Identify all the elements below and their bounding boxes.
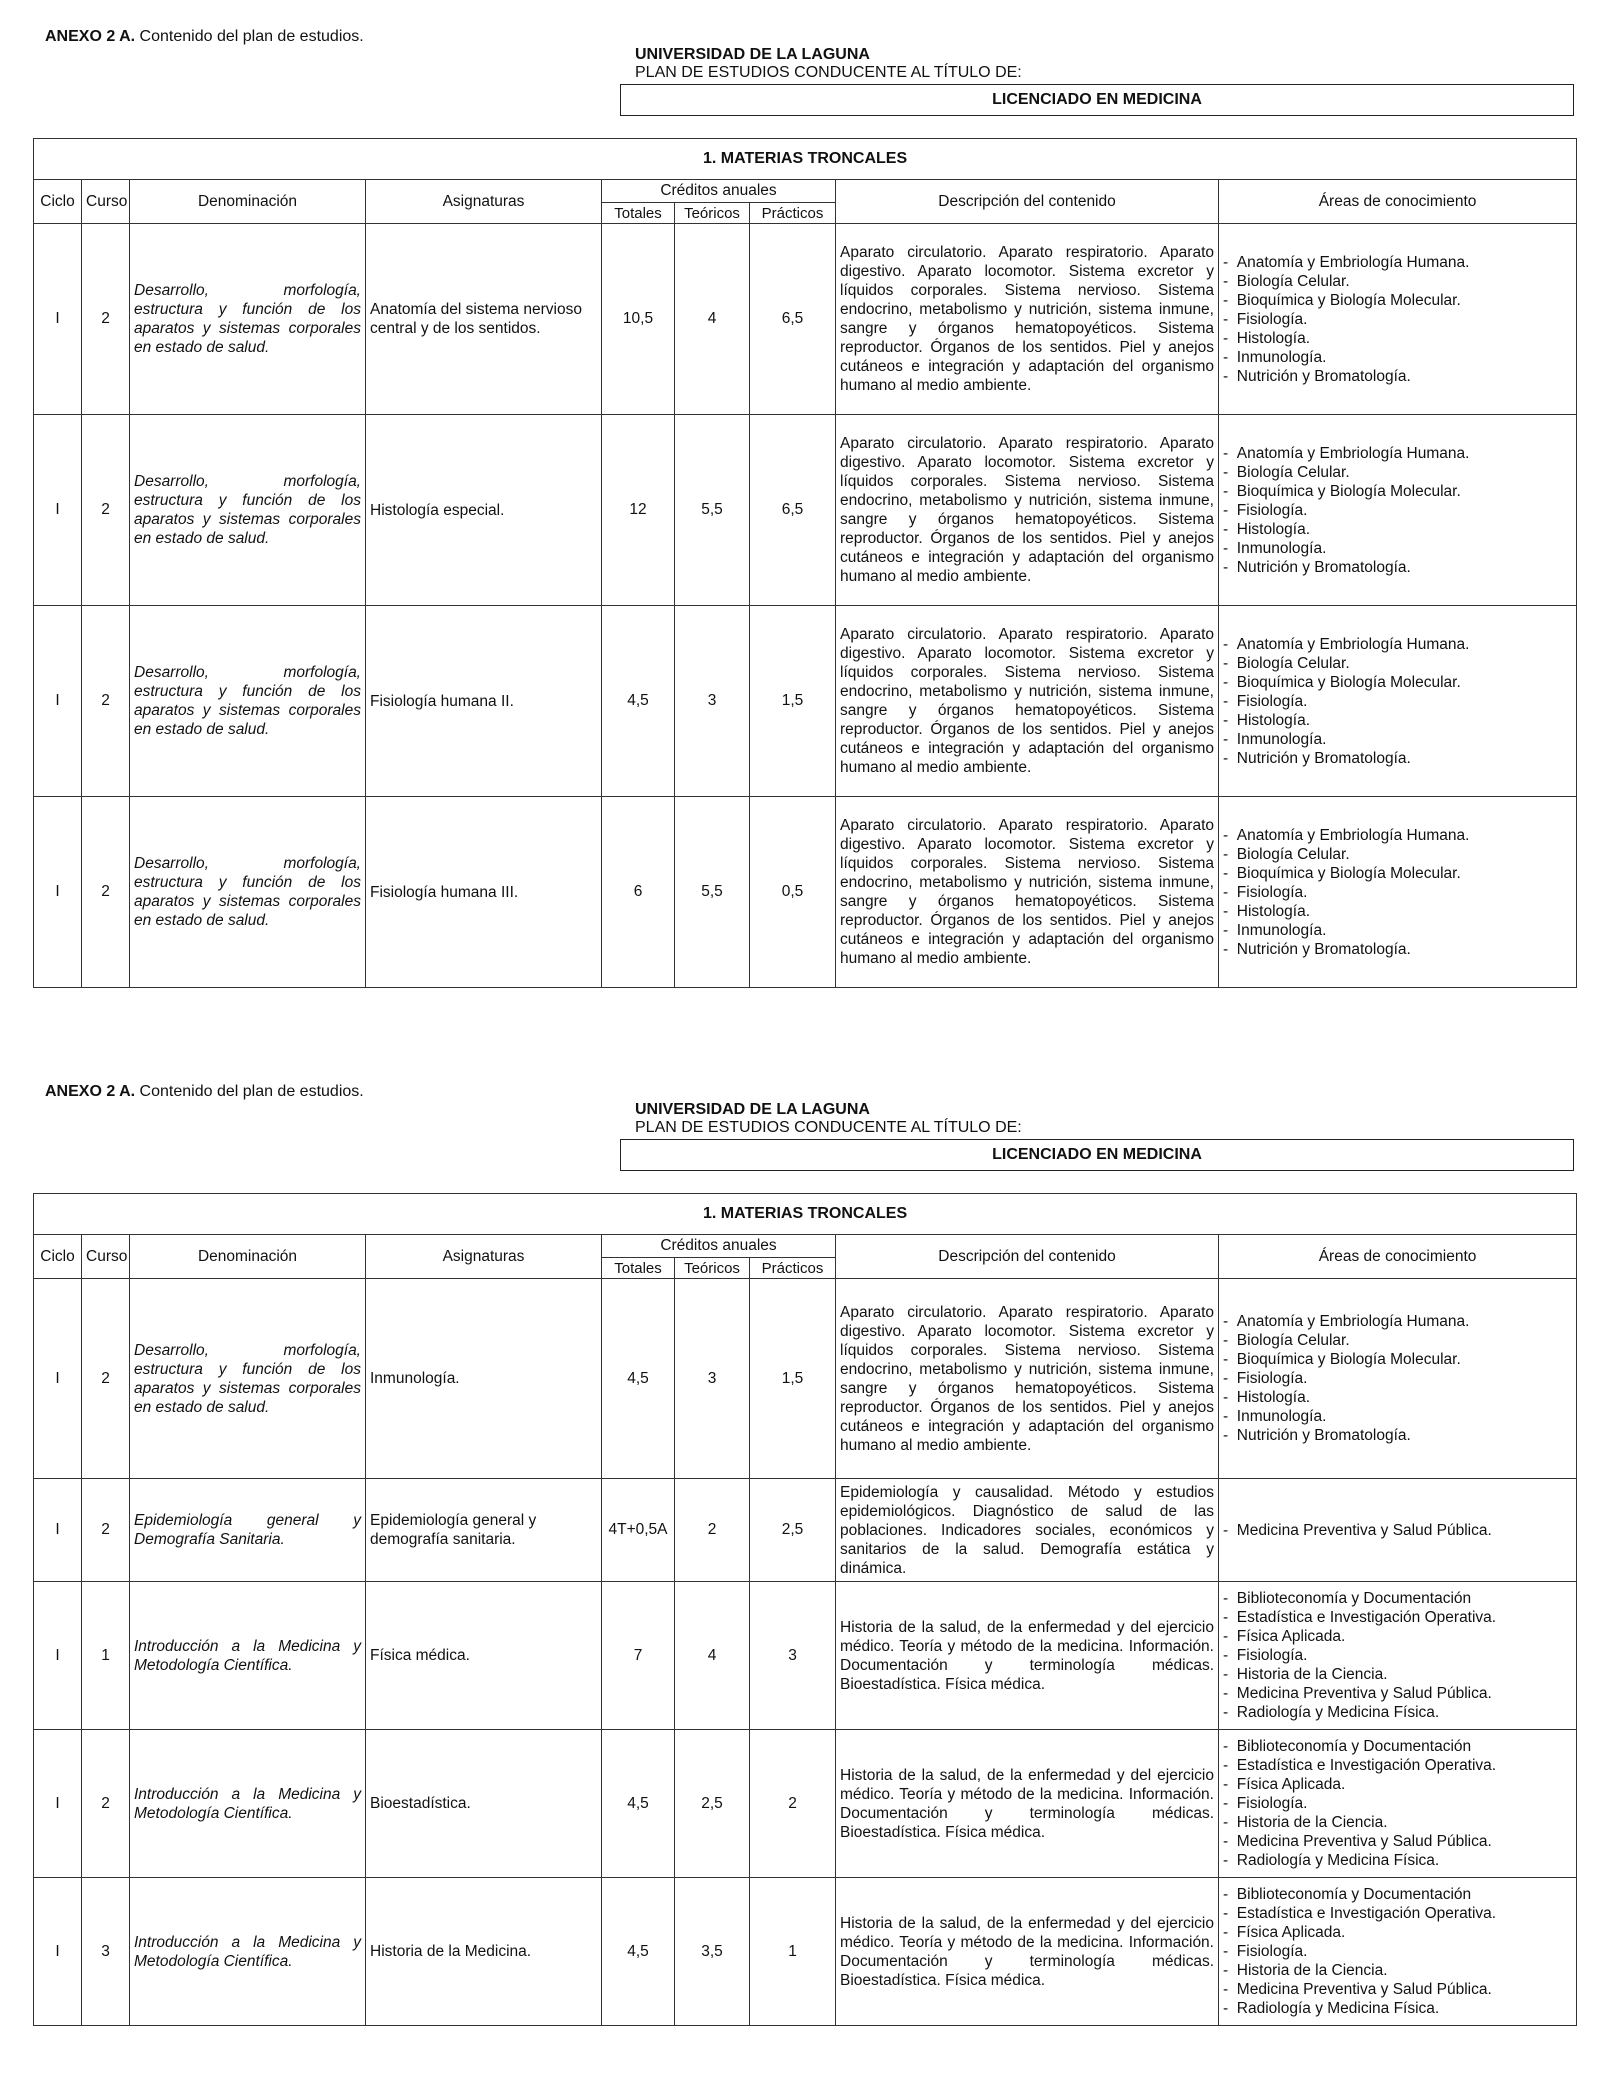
area-item: - Historia de la Ciencia. bbox=[1223, 1665, 1572, 1684]
cell-areas bbox=[1219, 1730, 1577, 1878]
cell-teoricos: 3 bbox=[675, 606, 750, 797]
area-item: - Fisiología. bbox=[1223, 883, 1572, 902]
cell-practicos: 1,5 bbox=[750, 606, 836, 797]
cell-areas bbox=[1219, 797, 1577, 988]
cell-teoricos: 2 bbox=[675, 1479, 750, 1582]
area-item: - Bioquímica y Biología Molecular. bbox=[1223, 291, 1572, 310]
header-areas: Áreas de conocimiento bbox=[1219, 180, 1577, 224]
cell-descripcion: Historia de la salud, de la enfermedad y del ejercicio médico. Teoría y método de la medicina. Información. Documentación y terminología médicas. Bioestadística. Física médica. bbox=[836, 1582, 1219, 1730]
area-item: - Medicina Preventiva y Salud Pública. bbox=[1223, 1521, 1572, 1540]
cell-descripcion: Aparato circulatorio. Aparato respiratorio. Aparato digestivo. Aparato locomotor. Sistema excretor y líquidos corporales. Sistema nervioso. Sistema endocrino, metabolismo y nutrición, sistema inmune, sangre y órganos hematopoyéticos. Sistema reproductor. Órganos de los sentidos. Piel y anejos cutáneos e integración y adaptación del organismo humano al medio ambiente. bbox=[836, 797, 1219, 988]
subjects-table bbox=[33, 1193, 1577, 2026]
cell-denominacion: Desarrollo, morfología, estructura y función de los aparatos y sistemas corporales en estado de salud. bbox=[130, 606, 366, 797]
area-item: - Biblioteconomía y Documentación bbox=[1223, 1737, 1572, 1756]
cell-areas bbox=[1219, 606, 1577, 797]
cell-teoricos: 5,5 bbox=[675, 797, 750, 988]
area-item: - Bioquímica y Biología Molecular. bbox=[1223, 673, 1572, 692]
area-item: - Biología Celular. bbox=[1223, 1331, 1572, 1350]
subjects-table bbox=[33, 138, 1577, 988]
cell-asignatura: Histología especial. bbox=[366, 415, 602, 606]
cell-asignatura: Inmunología. bbox=[366, 1279, 602, 1479]
cell-asignatura: Historia de la Medicina. bbox=[366, 1878, 602, 2026]
area-item: - Biología Celular. bbox=[1223, 463, 1572, 482]
area-item: - Histología. bbox=[1223, 902, 1572, 921]
area-item: - Estadística e Investigación Operativa. bbox=[1223, 1608, 1572, 1627]
area-item: - Fisiología. bbox=[1223, 1369, 1572, 1388]
table-row bbox=[34, 1878, 1577, 2026]
area-item: - Bioquímica y Biología Molecular. bbox=[1223, 482, 1572, 501]
cell-denominacion: Introducción a la Medicina y Metodología Científica. bbox=[130, 1582, 366, 1730]
cell-curso: 2 bbox=[82, 797, 130, 988]
table-row bbox=[34, 1582, 1577, 1730]
cell-asignatura: Física médica. bbox=[366, 1582, 602, 1730]
header-denominacion: Denominación bbox=[130, 180, 366, 224]
cell-teoricos: 4 bbox=[675, 224, 750, 415]
area-item: - Medicina Preventiva y Salud Pública. bbox=[1223, 1684, 1572, 1703]
university-name: UNIVERSIDAD DE LA LAGUNA bbox=[635, 1101, 870, 1118]
cell-asignatura: Fisiología humana II. bbox=[366, 606, 602, 797]
section-title: 1. MATERIAS TRONCALES bbox=[34, 1194, 1577, 1235]
header-totales: Totales bbox=[602, 1258, 675, 1279]
area-item: - Histología. bbox=[1223, 711, 1572, 730]
area-item: - Bioquímica y Biología Molecular. bbox=[1223, 1350, 1572, 1369]
cell-curso: 2 bbox=[82, 224, 130, 415]
header-practicos: Prácticos bbox=[750, 1258, 836, 1279]
table-row bbox=[34, 1279, 1577, 1479]
area-item: - Inmunología. bbox=[1223, 1407, 1572, 1426]
header-creditos: Créditos anuales bbox=[602, 1235, 836, 1258]
cell-teoricos: 3,5 bbox=[675, 1878, 750, 2026]
area-item: - Fisiología. bbox=[1223, 501, 1572, 520]
plan-label: PLAN DE ESTUDIOS CONDUCENTE AL TÍTULO DE: bbox=[635, 64, 1022, 81]
cell-descripcion: Epidemiología y causalidad. Método y estudios epidemiológicos. Diagnóstico de salud de las poblaciones. Indicadores sociales, económicos y sanitarios de la salud. Demografía estática y dinámica. bbox=[836, 1479, 1219, 1582]
section-title: 1. MATERIAS TRONCALES bbox=[34, 139, 1577, 180]
header-asignaturas: Asignaturas bbox=[366, 1235, 602, 1279]
cell-practicos: 3 bbox=[750, 1582, 836, 1730]
cell-ciclo: I bbox=[34, 1279, 82, 1479]
cell-areas bbox=[1219, 1279, 1577, 1479]
header-asignaturas: Asignaturas bbox=[366, 180, 602, 224]
area-item: - Nutrición y Bromatología. bbox=[1223, 940, 1572, 959]
header-descripcion: Descripción del contenido bbox=[836, 180, 1219, 224]
area-item: - Nutrición y Bromatología. bbox=[1223, 367, 1572, 386]
area-item: - Fisiología. bbox=[1223, 692, 1572, 711]
cell-ciclo: I bbox=[34, 1730, 82, 1878]
cell-ciclo: I bbox=[34, 1878, 82, 2026]
cell-ciclo: I bbox=[34, 415, 82, 606]
cell-practicos: 2 bbox=[750, 1730, 836, 1878]
cell-teoricos: 4 bbox=[675, 1582, 750, 1730]
university-name: UNIVERSIDAD DE LA LAGUNA bbox=[635, 46, 870, 63]
cell-descripcion: Aparato circulatorio. Aparato respiratorio. Aparato digestivo. Aparato locomotor. Sistema excretor y líquidos corporales. Sistema nervioso. Sistema endocrino, metabolismo y nutrición, sistema inmune, sangre y órganos hematopoyéticos. Sistema reproductor. Órganos de los sentidos. Piel y anejos cutáneos e integración y adaptación del organismo humano al medio ambiente. bbox=[836, 606, 1219, 797]
table-row bbox=[34, 415, 1577, 606]
area-item: - Inmunología. bbox=[1223, 730, 1572, 749]
area-item: - Historia de la Ciencia. bbox=[1223, 1961, 1572, 1980]
area-item: - Inmunología. bbox=[1223, 921, 1572, 940]
area-item: - Estadística e Investigación Operativa. bbox=[1223, 1904, 1572, 1923]
area-item: - Medicina Preventiva y Salud Pública. bbox=[1223, 1832, 1572, 1851]
cell-ciclo: I bbox=[34, 224, 82, 415]
table-row bbox=[34, 1479, 1577, 1582]
header-denominacion: Denominación bbox=[130, 1235, 366, 1279]
header-creditos: Créditos anuales bbox=[602, 180, 836, 203]
area-item: - Histología. bbox=[1223, 1388, 1572, 1407]
cell-descripcion: Aparato circulatorio. Aparato respiratorio. Aparato digestivo. Aparato locomotor. Sistema excretor y líquidos corporales. Sistema nervioso. Sistema endocrino, metabolismo y nutrición, sistema inmune, sangre y órganos hematopoyéticos. Sistema reproductor. Órganos de los sentidos. Piel y anejos cutáneos e integración y adaptación del organismo humano al medio ambiente. bbox=[836, 415, 1219, 606]
area-item: - Medicina Preventiva y Salud Pública. bbox=[1223, 1980, 1572, 1999]
area-item: - Anatomía y Embriología Humana. bbox=[1223, 826, 1572, 845]
area-item: - Nutrición y Bromatología. bbox=[1223, 1426, 1572, 1445]
header-curso: Curso bbox=[82, 180, 130, 224]
area-item: - Inmunología. bbox=[1223, 348, 1572, 367]
area-item: - Nutrición y Bromatología. bbox=[1223, 749, 1572, 768]
cell-ciclo: I bbox=[34, 797, 82, 988]
cell-denominacion: Desarrollo, morfología, estructura y función de los aparatos y sistemas corporales en estado de salud. bbox=[130, 1279, 366, 1479]
cell-ciclo: I bbox=[34, 606, 82, 797]
cell-totales: 4,5 bbox=[602, 1730, 675, 1878]
cell-curso: 2 bbox=[82, 415, 130, 606]
table-row bbox=[34, 224, 1577, 415]
header-ciclo: Ciclo bbox=[34, 1235, 82, 1279]
cell-denominacion: Introducción a la Medicina y Metodología Científica. bbox=[130, 1878, 366, 2026]
area-item: - Estadística e Investigación Operativa. bbox=[1223, 1756, 1572, 1775]
cell-curso: 2 bbox=[82, 1730, 130, 1878]
anexo-heading: ANEXO 2 A. Contenido del plan de estudios. bbox=[45, 1083, 364, 1100]
plan-label: PLAN DE ESTUDIOS CONDUCENTE AL TÍTULO DE: bbox=[635, 1119, 1022, 1136]
degree-title: LICENCIADO EN MEDICINA bbox=[620, 1139, 1574, 1171]
area-item: - Fisiología. bbox=[1223, 1794, 1572, 1813]
area-item: - Fisiología. bbox=[1223, 310, 1572, 329]
cell-teoricos: 5,5 bbox=[675, 415, 750, 606]
cell-descripcion: Aparato circulatorio. Aparato respiratorio. Aparato digestivo. Aparato locomotor. Sistema excretor y líquidos corporales. Sistema nervioso. Sistema endocrino, metabolismo y nutrición, sistema inmune, sangre y órganos hematopoyéticos. Sistema reproductor. Órganos de los sentidos. Piel y anejos cutáneos e integración y adaptación del organismo humano al medio ambiente. bbox=[836, 224, 1219, 415]
cell-curso: 2 bbox=[82, 1479, 130, 1582]
cell-curso: 2 bbox=[82, 1279, 130, 1479]
cell-asignatura: Epidemiología general y demografía sanitaria. bbox=[366, 1479, 602, 1582]
area-item: - Inmunología. bbox=[1223, 539, 1572, 558]
cell-totales: 12 bbox=[602, 415, 675, 606]
area-item: - Biología Celular. bbox=[1223, 272, 1572, 291]
cell-denominacion: Desarrollo, morfología, estructura y función de los aparatos y sistemas corporales en estado de salud. bbox=[130, 415, 366, 606]
area-item: - Anatomía y Embriología Humana. bbox=[1223, 253, 1572, 272]
area-item: - Historia de la Ciencia. bbox=[1223, 1813, 1572, 1832]
anexo-heading: ANEXO 2 A. Contenido del plan de estudios. bbox=[45, 28, 364, 45]
cell-teoricos: 3 bbox=[675, 1279, 750, 1479]
cell-asignatura: Bioestadística. bbox=[366, 1730, 602, 1878]
table-row bbox=[34, 1730, 1577, 1878]
cell-areas bbox=[1219, 1479, 1577, 1582]
area-item: - Física Aplicada. bbox=[1223, 1627, 1572, 1646]
cell-practicos: 6,5 bbox=[750, 224, 836, 415]
cell-practicos: 6,5 bbox=[750, 415, 836, 606]
header-practicos: Prácticos bbox=[750, 203, 836, 224]
cell-denominacion: Introducción a la Medicina y Metodología Científica. bbox=[130, 1730, 366, 1878]
header-descripcion: Descripción del contenido bbox=[836, 1235, 1219, 1279]
cell-totales: 4T+0,5A bbox=[602, 1479, 675, 1582]
area-item: - Física Aplicada. bbox=[1223, 1923, 1572, 1942]
area-item: - Anatomía y Embriología Humana. bbox=[1223, 1312, 1572, 1331]
cell-curso: 3 bbox=[82, 1878, 130, 2026]
area-item: - Histología. bbox=[1223, 520, 1572, 539]
cell-totales: 4,5 bbox=[602, 1878, 675, 2026]
cell-denominacion: Epidemiología general y Demografía Sanitaria. bbox=[130, 1479, 366, 1582]
header-ciclo: Ciclo bbox=[34, 180, 82, 224]
cell-asignatura: Fisiología humana III. bbox=[366, 797, 602, 988]
header-areas: Áreas de conocimiento bbox=[1219, 1235, 1577, 1279]
cell-denominacion: Desarrollo, morfología, estructura y función de los aparatos y sistemas corporales en estado de salud. bbox=[130, 224, 366, 415]
area-item: - Radiología y Medicina Física. bbox=[1223, 1703, 1572, 1722]
area-item: - Histología. bbox=[1223, 329, 1572, 348]
cell-descripcion: Historia de la salud, de la enfermedad y del ejercicio médico. Teoría y método de la medicina. Información. Documentación y terminología médicas. Bioestadística. Física médica. bbox=[836, 1730, 1219, 1878]
cell-curso: 1 bbox=[82, 1582, 130, 1730]
area-item: - Radiología y Medicina Física. bbox=[1223, 1999, 1572, 2018]
area-item: - Anatomía y Embriología Humana. bbox=[1223, 444, 1572, 463]
cell-descripcion: Historia de la salud, de la enfermedad y del ejercicio médico. Teoría y método de la medicina. Información. Documentación y terminología médicas. Bioestadística. Física médica. bbox=[836, 1878, 1219, 2026]
cell-curso: 2 bbox=[82, 606, 130, 797]
cell-totales: 4,5 bbox=[602, 1279, 675, 1479]
cell-teoricos: 2,5 bbox=[675, 1730, 750, 1878]
cell-areas bbox=[1219, 1582, 1577, 1730]
area-item: - Nutrición y Bromatología. bbox=[1223, 558, 1572, 577]
header-teoricos: Teóricos bbox=[675, 1258, 750, 1279]
cell-denominacion: Desarrollo, morfología, estructura y función de los aparatos y sistemas corporales en estado de salud. bbox=[130, 797, 366, 988]
cell-totales: 7 bbox=[602, 1582, 675, 1730]
cell-practicos: 2,5 bbox=[750, 1479, 836, 1582]
header-totales: Totales bbox=[602, 203, 675, 224]
area-item: - Biblioteconomía y Documentación bbox=[1223, 1885, 1572, 1904]
cell-practicos: 1 bbox=[750, 1878, 836, 2026]
cell-totales: 4,5 bbox=[602, 606, 675, 797]
cell-ciclo: I bbox=[34, 1479, 82, 1582]
header-teoricos: Teóricos bbox=[675, 203, 750, 224]
table-row bbox=[34, 606, 1577, 797]
degree-title: LICENCIADO EN MEDICINA bbox=[620, 84, 1574, 116]
cell-totales: 6 bbox=[602, 797, 675, 988]
area-item: - Fisiología. bbox=[1223, 1646, 1572, 1665]
table-row bbox=[34, 797, 1577, 988]
area-item: - Biología Celular. bbox=[1223, 845, 1572, 864]
area-item: - Biblioteconomía y Documentación bbox=[1223, 1589, 1572, 1608]
cell-practicos: 1,5 bbox=[750, 1279, 836, 1479]
cell-descripcion: Aparato circulatorio. Aparato respiratorio. Aparato digestivo. Aparato locomotor. Sistema excretor y líquidos corporales. Sistema nervioso. Sistema endocrino, metabolismo y nutrición, sistema inmune, sangre y órganos hematopoyéticos. Sistema reproductor. Órganos de los sentidos. Piel y anejos cutáneos e integración y adaptación del organismo humano al medio ambiente. bbox=[836, 1279, 1219, 1479]
cell-areas bbox=[1219, 224, 1577, 415]
cell-areas bbox=[1219, 415, 1577, 606]
cell-ciclo: I bbox=[34, 1582, 82, 1730]
area-item: - Anatomía y Embriología Humana. bbox=[1223, 635, 1572, 654]
cell-asignatura: Anatomía del sistema nervioso central y de los sentidos. bbox=[366, 224, 602, 415]
area-item: - Radiología y Medicina Física. bbox=[1223, 1851, 1572, 1870]
cell-practicos: 0,5 bbox=[750, 797, 836, 988]
header-curso: Curso bbox=[82, 1235, 130, 1279]
area-item: - Biología Celular. bbox=[1223, 654, 1572, 673]
cell-areas bbox=[1219, 1878, 1577, 2026]
area-item: - Bioquímica y Biología Molecular. bbox=[1223, 864, 1572, 883]
area-item: - Fisiología. bbox=[1223, 1942, 1572, 1961]
area-item: - Física Aplicada. bbox=[1223, 1775, 1572, 1794]
cell-totales: 10,5 bbox=[602, 224, 675, 415]
